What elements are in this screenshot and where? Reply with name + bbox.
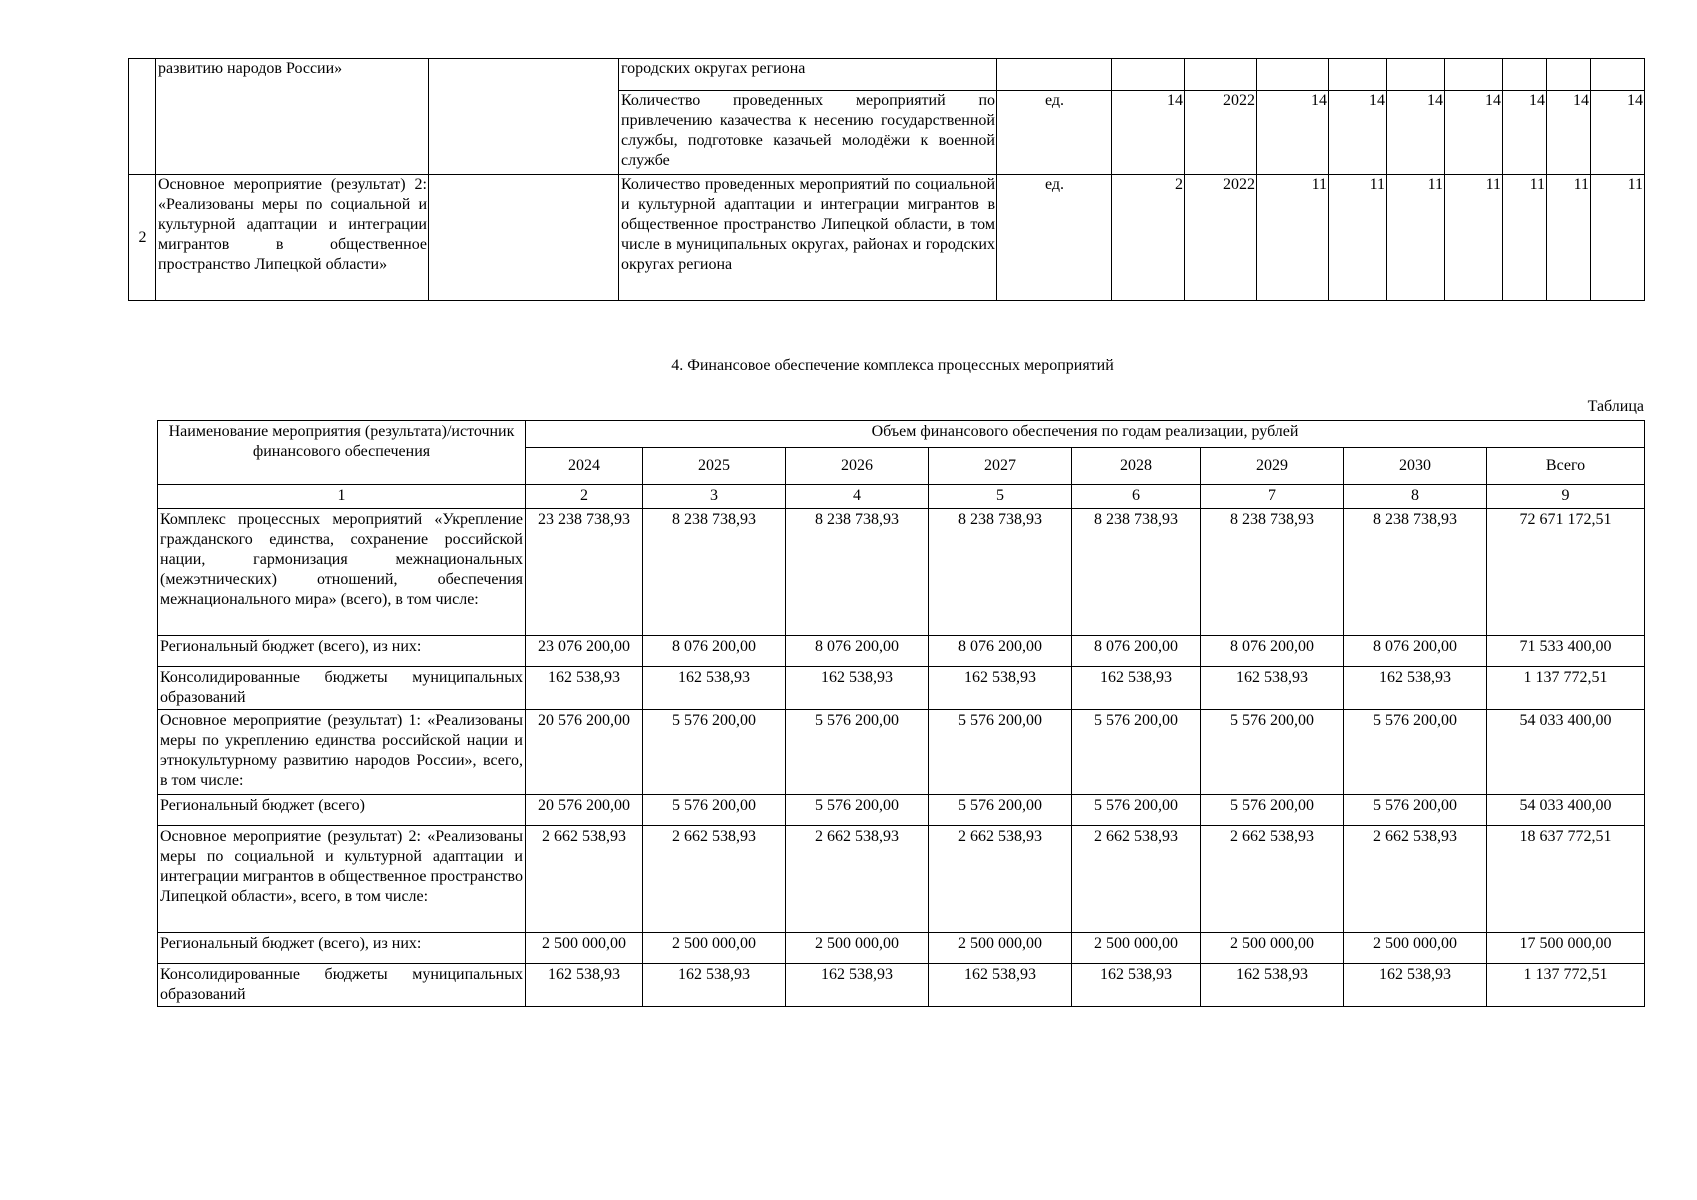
table-row bbox=[158, 826, 1645, 933]
amount-cell: 162 538,93 bbox=[1201, 964, 1344, 1007]
value-cell: 11 bbox=[1329, 175, 1387, 301]
amount-cell: 2 500 000,00 bbox=[786, 933, 929, 964]
row-number: 2 bbox=[129, 175, 156, 301]
year-header: 2027 bbox=[929, 448, 1072, 485]
row-name: Региональный бюджет (всего), из них: bbox=[158, 636, 526, 667]
amount-cell: 2 500 000,00 bbox=[1201, 933, 1344, 964]
amount-cell: 162 538,93 bbox=[643, 964, 786, 1007]
amount-cell: 5 576 200,00 bbox=[786, 710, 929, 795]
amount-cell: 5 576 200,00 bbox=[929, 795, 1072, 826]
amount-cell: 5 576 200,00 bbox=[1072, 710, 1201, 795]
table-row bbox=[129, 59, 1645, 91]
section-title: 4. Финансовое обеспечение комплекса процессных мероприятий bbox=[671, 357, 1114, 374]
amount-cell: 2 500 000,00 bbox=[929, 933, 1072, 964]
column-number: 4 bbox=[786, 485, 929, 509]
amount-cell: 2 662 538,93 bbox=[526, 826, 643, 933]
amount-cell: 162 538,93 bbox=[1344, 667, 1487, 710]
column-number: 3 bbox=[643, 485, 786, 509]
base-year: 2022 bbox=[1185, 175, 1257, 301]
value-cell: 14 bbox=[1329, 91, 1387, 175]
amount-cell: 162 538,93 bbox=[1344, 964, 1487, 1007]
value-cell: 14 bbox=[1387, 91, 1445, 175]
row-name: Региональный бюджет (всего) bbox=[158, 795, 526, 826]
amount-cell: 5 576 200,00 bbox=[643, 710, 786, 795]
amount-cell: 8 238 738,93 bbox=[786, 509, 929, 636]
indicators-table bbox=[128, 58, 1645, 301]
value-cell bbox=[1329, 59, 1387, 91]
year-header: 2025 bbox=[643, 448, 786, 485]
amount-cell: 2 500 000,00 bbox=[1344, 933, 1487, 964]
finance-table bbox=[157, 420, 1645, 1007]
row-name: Основное мероприятие (результат) 1: «Реализованы меры по укреплению единства российской нации и этнокультурному развитию народов России», всего, в том числе: bbox=[158, 710, 526, 795]
measure-name: Основное мероприятие (результат) 2: «Реализованы меры по социальной и культурной адаптации и интеграции мигрантов в общественное пространство Липецкой области» bbox=[156, 175, 429, 301]
value-cell: 11 bbox=[1257, 175, 1329, 301]
table-row bbox=[129, 175, 1645, 301]
amount-cell: 5 576 200,00 bbox=[929, 710, 1072, 795]
value-cell bbox=[1445, 59, 1503, 91]
amount-cell: 5 576 200,00 bbox=[1201, 795, 1344, 826]
amount-cell: 162 538,93 bbox=[929, 964, 1072, 1007]
amount-cell: 23 238 738,93 bbox=[526, 509, 643, 636]
value-cell bbox=[1547, 59, 1591, 91]
amount-cell: 17 500 000,00 bbox=[1487, 933, 1645, 964]
amount-cell: 23 076 200,00 bbox=[526, 636, 643, 667]
value-cell: 14 bbox=[1547, 91, 1591, 175]
column-number: 6 bbox=[1072, 485, 1201, 509]
amount-cell: 2 662 538,93 bbox=[1344, 826, 1487, 933]
table-caption: Таблица bbox=[1587, 398, 1644, 415]
amount-cell: 8 238 738,93 bbox=[643, 509, 786, 636]
value-cell: 11 bbox=[1387, 175, 1445, 301]
amount-cell: 54 033 400,00 bbox=[1487, 795, 1645, 826]
row-number bbox=[129, 59, 156, 175]
table-row bbox=[158, 667, 1645, 710]
column-number: 2 bbox=[526, 485, 643, 509]
value-cell bbox=[1591, 59, 1645, 91]
amount-cell: 8 076 200,00 bbox=[643, 636, 786, 667]
base-value bbox=[1112, 59, 1185, 91]
column-number: 1 bbox=[158, 485, 526, 509]
amount-cell: 162 538,93 bbox=[643, 667, 786, 710]
amount-cell: 162 538,93 bbox=[1201, 667, 1344, 710]
amount-cell: 8 076 200,00 bbox=[929, 636, 1072, 667]
value-cell bbox=[1503, 59, 1547, 91]
base-value: 14 bbox=[1112, 91, 1185, 175]
amount-cell: 2 662 538,93 bbox=[929, 826, 1072, 933]
table-row bbox=[158, 509, 1645, 636]
amount-cell: 162 538,93 bbox=[526, 964, 643, 1007]
value-cell: 11 bbox=[1547, 175, 1591, 301]
amount-cell: 2 500 000,00 bbox=[526, 933, 643, 964]
responsible-cell bbox=[429, 59, 619, 175]
value-cell bbox=[1257, 59, 1329, 91]
amount-cell: 5 576 200,00 bbox=[1072, 795, 1201, 826]
amount-cell: 71 533 400,00 bbox=[1487, 636, 1645, 667]
amount-cell: 8 238 738,93 bbox=[1344, 509, 1487, 636]
amount-cell: 2 662 538,93 bbox=[786, 826, 929, 933]
amount-cell: 18 637 772,51 bbox=[1487, 826, 1645, 933]
row-name: Основное мероприятие (результат) 2: «Реализованы меры по социальной и культурной адаптации и интеграции мигрантов в общественное пространство Липецкой области», всего, в том числе: bbox=[158, 826, 526, 933]
value-cell: 14 bbox=[1445, 91, 1503, 175]
column-number-row bbox=[158, 485, 1645, 509]
amount-cell: 162 538,93 bbox=[786, 964, 929, 1007]
base-year: 2022 bbox=[1185, 91, 1257, 175]
year-header: 2030 bbox=[1344, 448, 1487, 485]
amount-cell: 8 076 200,00 bbox=[786, 636, 929, 667]
row-name: Консолидированные бюджеты муниципальных образований bbox=[158, 964, 526, 1007]
amount-cell: 5 576 200,00 bbox=[1344, 795, 1487, 826]
amount-cell: 2 662 538,93 bbox=[1072, 826, 1201, 933]
amount-cell: 2 500 000,00 bbox=[1072, 933, 1201, 964]
value-cell: 14 bbox=[1257, 91, 1329, 175]
amount-cell: 2 500 000,00 bbox=[643, 933, 786, 964]
amount-cell: 162 538,93 bbox=[929, 667, 1072, 710]
table-row bbox=[158, 636, 1645, 667]
unit-cell: ед. bbox=[997, 91, 1112, 175]
amount-cell: 20 576 200,00 bbox=[526, 795, 643, 826]
year-header: 2024 bbox=[526, 448, 643, 485]
amount-cell: 2 662 538,93 bbox=[643, 826, 786, 933]
amount-cell: 8 238 738,93 bbox=[929, 509, 1072, 636]
value-cell: 14 bbox=[1503, 91, 1547, 175]
year-header: 2028 bbox=[1072, 448, 1201, 485]
header-row bbox=[158, 421, 1645, 448]
amount-cell: 5 576 200,00 bbox=[643, 795, 786, 826]
table-row bbox=[158, 933, 1645, 964]
amount-cell: 8 076 200,00 bbox=[1201, 636, 1344, 667]
header-name: Наименование мероприятия (результата)/источник финансового обеспечения bbox=[158, 421, 526, 485]
unit-cell bbox=[997, 59, 1112, 91]
amount-cell: 162 538,93 bbox=[1072, 667, 1201, 710]
amount-cell: 5 576 200,00 bbox=[786, 795, 929, 826]
amount-cell: 8 076 200,00 bbox=[1344, 636, 1487, 667]
amount-cell: 5 576 200,00 bbox=[1201, 710, 1344, 795]
amount-cell: 162 538,93 bbox=[786, 667, 929, 710]
measure-name: развитию народов России» bbox=[156, 59, 429, 175]
row-name: Региональный бюджет (всего), из них: bbox=[158, 933, 526, 964]
value-cell: 14 bbox=[1591, 91, 1645, 175]
amount-cell: 20 576 200,00 bbox=[526, 710, 643, 795]
amount-cell: 8 238 738,93 bbox=[1201, 509, 1344, 636]
unit-cell: ед. bbox=[997, 175, 1112, 301]
amount-cell: 162 538,93 bbox=[1072, 964, 1201, 1007]
amount-cell: 1 137 772,51 bbox=[1487, 667, 1645, 710]
base-year bbox=[1185, 59, 1257, 91]
row-name: Консолидированные бюджеты муниципальных образований bbox=[158, 667, 526, 710]
column-number: 7 bbox=[1201, 485, 1344, 509]
table-row bbox=[158, 710, 1645, 795]
year-header: 2026 bbox=[786, 448, 929, 485]
value-cell: 11 bbox=[1445, 175, 1503, 301]
amount-cell: 2 662 538,93 bbox=[1201, 826, 1344, 933]
indicator-name: Количество проведенных мероприятий по привлечению казачества к несению государственной службы, подготовке казачьей молодёжи к военной службе bbox=[619, 91, 997, 175]
value-cell: 11 bbox=[1503, 175, 1547, 301]
responsible-cell bbox=[429, 175, 619, 301]
value-cell: 11 bbox=[1591, 175, 1645, 301]
amount-cell: 54 033 400,00 bbox=[1487, 710, 1645, 795]
table-row bbox=[158, 964, 1645, 1007]
indicator-name: городских округах региона bbox=[619, 59, 997, 91]
row-name: Комплекс процессных мероприятий «Укрепление гражданского единства, сохранение российской нации, гармонизация межнациональных (межэтнических) отношений, обеспечения межнационального мира» (всего), в том числе: bbox=[158, 509, 526, 636]
year-header: 2029 bbox=[1201, 448, 1344, 485]
amount-cell: 162 538,93 bbox=[526, 667, 643, 710]
header-volume: Объем финансового обеспечения по годам реализации, рублей bbox=[526, 421, 1645, 448]
base-value: 2 bbox=[1112, 175, 1185, 301]
amount-cell: 72 671 172,51 bbox=[1487, 509, 1645, 636]
column-number: 8 bbox=[1344, 485, 1487, 509]
column-number: 5 bbox=[929, 485, 1072, 509]
column-number: 9 bbox=[1487, 485, 1645, 509]
indicator-name: Количество проведенных мероприятий по социальной и культурной адаптации и интеграции мигрантов в общественное пространство Липецкой области, в том числе в муниципальных округах, районах и городских округах региона bbox=[619, 175, 997, 301]
table-row bbox=[158, 795, 1645, 826]
amount-cell: 5 576 200,00 bbox=[1344, 710, 1487, 795]
year-header: Всего bbox=[1487, 448, 1645, 485]
amount-cell: 8 238 738,93 bbox=[1072, 509, 1201, 636]
amount-cell: 8 076 200,00 bbox=[1072, 636, 1201, 667]
amount-cell: 1 137 772,51 bbox=[1487, 964, 1645, 1007]
value-cell bbox=[1387, 59, 1445, 91]
